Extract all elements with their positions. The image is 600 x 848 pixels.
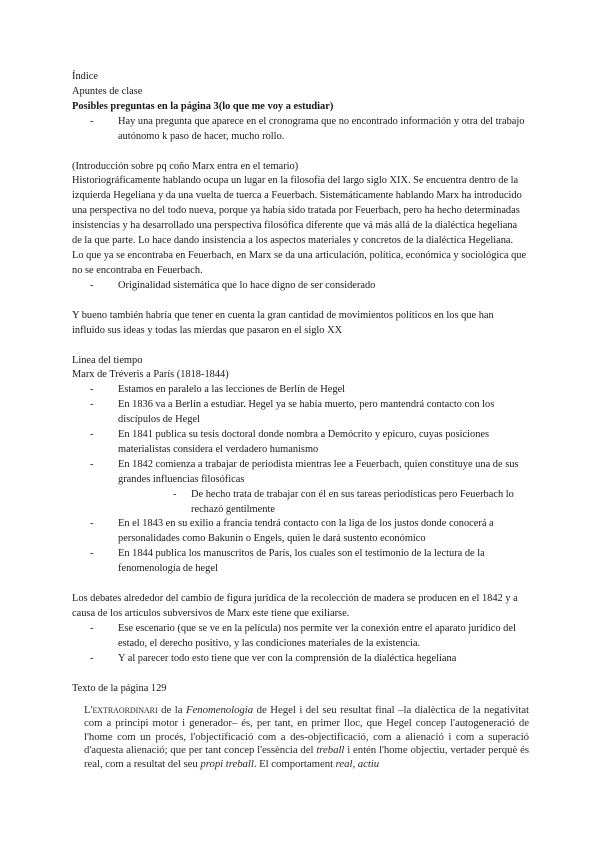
timeline-sublist (118, 488, 527, 518)
intro-paragraph: Historiográficamente hablando ocupa un lugar en la filosofía del largo siglo XIX. Se encuentra dentro de la izquierda Hegeliana y da una vuelta de tuerca a Feuerbach. Sistemáticamente hablando Marx ha introducido una perspectiva no del todo nueva, porque ya había sido tratada por Feuerbach, pero ha hecho determinadas insistencias y ha desarrollado una perspectiva filosófica diferente que vá más allá de la dialéctica hegeliana de la que parte. Lo hace dando insistencia a los aspectos materiales y concretos de la dialéctica Hegeliana. Lo que ya se encontraba en Feuerbach, en Marx se da una articulación, política, económica y sociológica que no se encontraba en Feuerbach. (72, 175, 527, 276)
timeline-item: - Estamos en paralelo a las lecciones de Berlín de Hegel (72, 383, 527, 398)
excerpt-italic: propi treball (200, 757, 254, 770)
timeline-heading: Linea del tiempo (72, 354, 143, 366)
excerpt-italic: real, actiu (335, 757, 380, 770)
excerpt-text: i entén l'home objectiu, vertader perquè és real, com a resultat del seu (84, 744, 529, 770)
index-heading: Índice (72, 71, 98, 82)
timeline-item: - En 1844 publica los manuscritos de París, los cuales son el testimonio de la lectura de la fenomenología de hegel (72, 547, 527, 577)
timeline-item: - En 1836 va a Berlín a estudiar. Hegel ya se había muerto, pero mantendrá contacto con los discípulos de Hegel (72, 398, 527, 428)
list-item: - Hay una pregunta que aparece en el cronograma que no encontrado información y otra del trabajo autónomo k paso de hacer, mucho rollo. (72, 115, 527, 145)
notes-heading: Apuntes de clase (72, 85, 143, 97)
timeline-item: - En 1841 publica su tesis doctoral donde nombra a Demócrito y epicuro, cuyas posiciones materialistas considera el verdadero humanismo (72, 428, 527, 458)
scanned-excerpt (84, 704, 529, 772)
timeline-list (72, 383, 527, 577)
intro-heading: (Introducción sobre pq coño Marx entra en el temario) (72, 160, 299, 172)
excerpt-italic: treball (316, 744, 345, 757)
timeline-item-text: En 1842 comienza a trabajar de periodista mientras lee a Feuerbach, quien constituye una de sus grandes influencias filosóficas (118, 458, 519, 485)
list-item: - Originalidad sistemática que lo hace digno de ser considerado (72, 279, 527, 294)
intro-closing-paragraph: Y bueno también habría que tener en cuenta la gran cantidad de movimientos políticos en los que han influido sus ideas y todas las mierdas que pasaron en el siglo XX (72, 309, 494, 336)
timeline-subitem: - De hecho trata de trabajar con él en sus tareas periodísticas pero Feuerbach lo rechazó gentilmente (118, 488, 527, 518)
excerpt-text: . El comportament (253, 757, 336, 770)
debates-paragraph: Los debates alrededor del cambio de figura jurídica de la recolección de madera se producen en el 1842 y a causa de los artículos subversivos de Marx este tiene que exiliarse. (72, 593, 518, 619)
page-content (72, 70, 527, 772)
timeline-subheading: Marx de Tréveris a París (1818-1844) (72, 369, 229, 381)
excerpt-text: de Hegel i del seu resultat final –la dialèctica de la negativitat com a principi motor i generador– és, per tant, en primer lloc, que Hegel concep l'autogeneració de l'home com un procés, l'objectificació com a des-objectificació, com a alienació i com a superació d'aquesta alienació; que per tant concep l'essència del (84, 703, 529, 757)
list-item: - Ese escenario (que se ve en la película) nos permite ver la conexión entre el aparato jurídico del estado, el derecho positivo, y las condiciones materiales de la existencia. (72, 622, 527, 652)
questions-title: Posibles preguntas en la página 3(lo que me voy a estudiar) (72, 100, 334, 112)
excerpt-text: de la (157, 703, 186, 716)
excerpt-heading: Texto de la página 129 (72, 682, 167, 694)
excerpt-lead: L'extraordinari (84, 703, 158, 716)
questions-list (72, 115, 527, 145)
timeline-item: - En el 1843 en su exilio a francia tendrá contacto con la liga de los justos donde conocerá a personalidades como Bakunin o Engels, quien le dará sustento económico (72, 517, 527, 547)
excerpt-italic: Fenomenologia (185, 703, 254, 716)
debates-list (72, 622, 527, 667)
timeline-item (72, 458, 527, 518)
list-item: - Y al parecer todo esto tiene que ver con la comprensión de la dialéctica hegeliana (72, 652, 527, 667)
intro-list (72, 279, 527, 294)
